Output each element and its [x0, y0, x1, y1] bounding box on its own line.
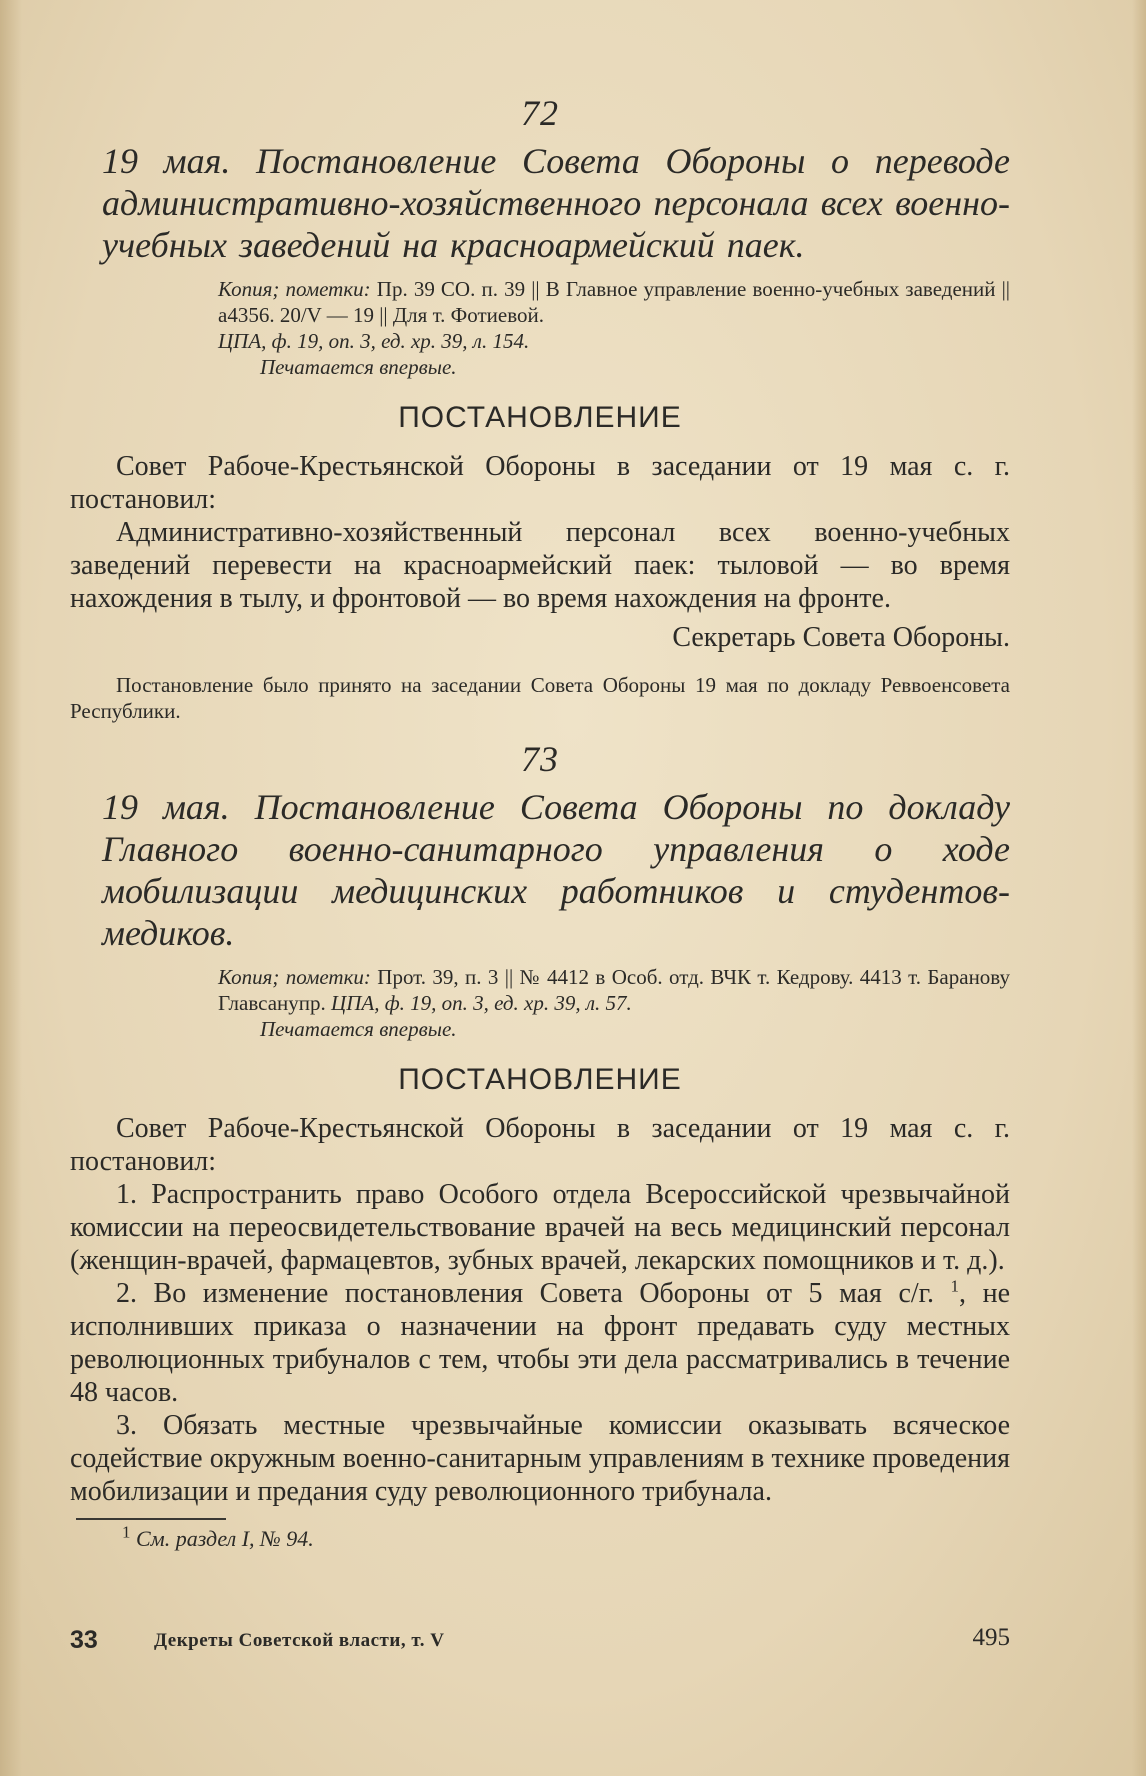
document-title: 19 мая. Постановление Совета Обороны о переводе административно-хозяйственного персонала всех военно-учебных заведений на красноармейский паек. — [102, 141, 1010, 265]
source-note — [218, 276, 1010, 380]
copy-label: Копия; пометки: — [218, 965, 371, 989]
copy-label: Копия; пометки: — [218, 277, 371, 301]
footnote-divider — [76, 1518, 226, 1520]
item-2-text-end: , не исполнивших приказа о назначении на фронт предавать суду местных революционных трибуналов с тем, чтобы эти дела рассматривались в течение 48 часов. — [70, 1278, 1010, 1408]
resolution-heading: ПОСТАНОВЛЕНИЕ — [398, 1063, 682, 1096]
book-title: Декреты Советской власти, т. V — [154, 1630, 445, 1651]
footnote-text: См. раздел I, № 94. — [136, 1526, 314, 1551]
source-note — [218, 964, 1010, 1042]
resolution-heading: ПОСТАНОВЛЕНИЕ — [398, 401, 682, 434]
printed-first-note: Печатается впервые. — [260, 1017, 457, 1041]
resolution-intro: Совет Рабоче-Крестьянской Обороны в заседании от 19 мая с. г. постановил: — [70, 451, 1010, 515]
copy-annotation — [218, 276, 1010, 328]
footnote-marker: 1 — [122, 1522, 131, 1542]
copy-annotation — [218, 964, 1010, 1016]
resolution-item-1: 1. Распространить право Особого отдела Всероссийской чрезвычайной комиссии на переосвидетельствование врачей на весь медицинский персонал (женщин-врачей, фармацевтов, зубных врачей, лекарских помощников и т. д.). — [70, 1179, 1010, 1276]
footnote-reference: 1 — [950, 1276, 960, 1296]
page-footer — [70, 1626, 1010, 1656]
resolution-intro: Совет Рабоче-Крестьянской Обороны в заседании от 19 мая с. г. постановил: — [70, 1113, 1010, 1177]
editorial-note: Постановление было принято на заседании Совета Обороны 19 мая по докладу Реввоенсовета Республики. — [70, 673, 1010, 723]
spine-shadow — [0, 0, 22, 1776]
document-73 — [70, 738, 1010, 1508]
page-number: 495 — [972, 1624, 1010, 1651]
archive-reference: ЦПА, ф. 19, оп. 3, ед. хр. 39, л. 57. — [331, 991, 632, 1015]
page-edge-shadow — [1132, 0, 1146, 1776]
item-2-text-start: 2. Во изменение постановления Совета Обороны от 5 мая с/г. — [116, 1278, 934, 1309]
page-content — [70, 92, 1010, 1552]
document-72 — [70, 92, 1010, 724]
resolution-item-3: 3. Обязать местные чрезвычайные комиссии оказывать всяческое содействие окружным военно-санитарным управлениям в технике проведения мобилизации и предания суду революционного трибунала. — [70, 1410, 1010, 1507]
archive-reference: ЦПА, ф. 19, оп. 3, ед. хр. 39, л. 154. — [218, 329, 530, 353]
footnote — [122, 1522, 1010, 1552]
document-title: 19 мая. Постановление Совета Обороны по докладу Главного военно-санитарного управления о ходе мобилизации медицинских работников и студентов-медиков. — [102, 787, 1010, 953]
copy-text: Прот. 39, п. 3 || № 4412 в Особ. отд. ВЧК т. Кедрову. 4413 т. Баранову Главсанупр. — [218, 965, 1011, 1015]
copy-text: Пр. 39 СО. п. 39 || В Главное управление военно-учебных заведений || а4356. 20/V — 19 || Для т. Фотиевой. — [218, 277, 1011, 327]
secretary-signature: Секретарь Совета Обороны. — [672, 622, 1010, 653]
signature-number: 33 — [70, 1626, 98, 1654]
resolution-item-2 — [70, 1277, 1010, 1409]
resolution-paragraph: Административно-хозяйственный персонал всех военно-учебных заведений перевести на красноармейский паек: тыловой — во время нахождения в тылу, и фронтовой — во время нахождения на фронте. — [70, 517, 1010, 614]
document-number: 72 — [521, 93, 559, 133]
printed-first-note: Печатается впервые. — [260, 355, 457, 379]
document-number: 73 — [521, 739, 559, 779]
